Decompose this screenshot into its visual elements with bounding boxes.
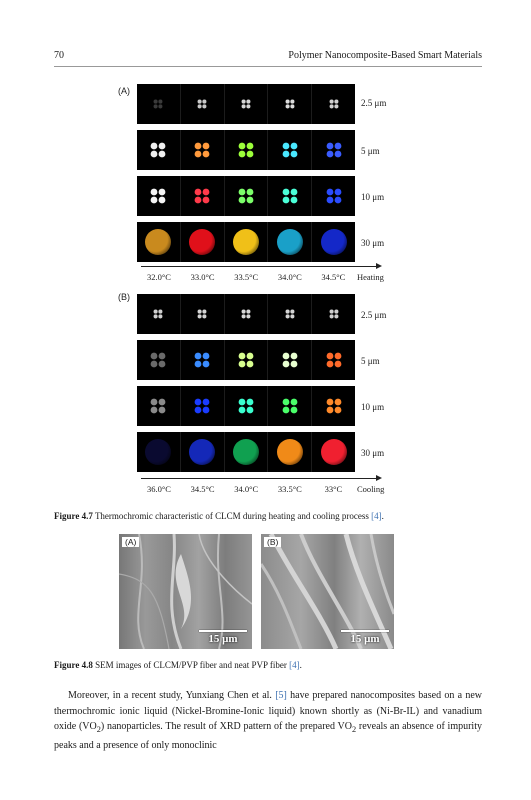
figure-4-8-label: Figure 4.8 xyxy=(54,660,93,670)
droplet-shape xyxy=(189,439,215,465)
micrograph-cell xyxy=(181,340,225,380)
clover-pattern-icon xyxy=(193,141,211,159)
clover-pattern-icon xyxy=(193,351,211,369)
micrograph-cell xyxy=(225,386,269,426)
scale-label: 5 μm xyxy=(361,356,380,366)
micrograph-cell xyxy=(225,84,269,124)
micrograph-cell xyxy=(268,386,312,426)
subscript-2b: 2 xyxy=(351,725,357,734)
body-text-2: have prepared nanocomposites based on a new thermochromic ionic liquid (Nickel-Bromine-Ionic liquid) known shortly as (Ni-Br-IL) and vanadium oxide (VO xyxy=(54,690,483,732)
micrograph-cell xyxy=(225,222,269,262)
scale-label: 2.5 μm xyxy=(361,98,387,108)
micrograph-cell xyxy=(312,84,355,124)
droplet-shape xyxy=(277,229,303,255)
micrograph-cell xyxy=(181,176,225,216)
temperature-label: 32.0°C xyxy=(147,272,171,282)
micrograph-row xyxy=(137,130,355,170)
sem-image-clcm-pvp xyxy=(119,534,252,649)
body-citation[interactable]: [5] xyxy=(275,690,287,701)
micrograph-cell xyxy=(181,294,225,334)
micrograph-cell xyxy=(312,130,355,170)
micrograph-cell xyxy=(137,386,181,426)
sem-a-scale-bar xyxy=(199,630,247,645)
micrograph-cell xyxy=(181,222,225,262)
figure-4-7-citation[interactable]: [4] xyxy=(371,511,382,521)
temperature-label: 34.0°C xyxy=(277,272,302,282)
scale-label: 10 μm xyxy=(361,402,385,412)
micrograph-cell xyxy=(137,176,181,216)
droplet-shape xyxy=(189,229,215,255)
micrograph-row xyxy=(137,386,355,426)
micrograph-row xyxy=(137,340,355,380)
clover-pattern-icon xyxy=(149,397,167,415)
clover-pattern-icon xyxy=(325,187,343,205)
sem-a-label: (A) xyxy=(122,537,139,547)
clover-pattern-icon xyxy=(193,397,211,415)
droplet-shape xyxy=(145,439,171,465)
panel-b-label: (B) xyxy=(118,292,130,302)
figure-4-7-label: Figure 4.7 xyxy=(54,511,93,521)
micrograph-cell xyxy=(181,130,225,170)
sem-a-scale-text: 15 μm xyxy=(208,633,238,645)
figure-4-7-caption xyxy=(54,510,384,522)
cooling-axis xyxy=(141,478,377,479)
scale-label: 30 μm xyxy=(361,448,385,458)
droplet-shape xyxy=(233,439,259,465)
subscript-2: 2 xyxy=(96,725,101,734)
micrograph-cell xyxy=(312,294,355,334)
micrograph-cell xyxy=(137,222,181,262)
micrograph-cell xyxy=(268,130,312,170)
figure-4-8-caption xyxy=(54,659,302,671)
droplet-shape xyxy=(233,229,259,255)
micrograph-cell xyxy=(225,294,269,334)
page-number: 70 xyxy=(54,50,64,61)
sem-image-neat-pvp xyxy=(261,534,394,649)
clover-pattern-icon xyxy=(325,397,343,415)
scale-label: 30 μm xyxy=(361,238,385,248)
body-paragraph xyxy=(54,688,482,753)
heating-label: Heating xyxy=(357,272,384,282)
clover-pattern-icon xyxy=(281,187,299,205)
micrograph-cell xyxy=(312,386,355,426)
caption-period: . xyxy=(299,660,302,670)
micrograph-cell xyxy=(312,222,355,262)
body-text-3: ) nanoparticles. The result of XRD pattern of the prepared VO xyxy=(100,721,352,732)
micrograph-cell xyxy=(225,176,269,216)
clover-pattern-icon xyxy=(153,99,164,110)
droplet-shape xyxy=(321,229,347,255)
temperature-label: 34.5°C xyxy=(190,484,215,494)
temperature-label: 33.5°C xyxy=(234,272,259,282)
body-text-4: reveals an absence of impurity peaks and a presence of only monoclinic xyxy=(54,721,482,751)
micrograph-cell xyxy=(181,386,225,426)
clover-pattern-icon xyxy=(284,309,295,320)
sem-b-label: (B) xyxy=(264,537,281,547)
clover-pattern-icon xyxy=(197,309,208,320)
clover-pattern-icon xyxy=(241,309,252,320)
clover-pattern-icon xyxy=(325,351,343,369)
running-title: Polymer Nanocomposite-Based Smart Materials xyxy=(288,50,482,61)
micrograph-row xyxy=(137,176,355,216)
clover-pattern-icon xyxy=(237,187,255,205)
body-text-1: Moreover, in a recent study, Yunxiang Chen et al. xyxy=(68,690,272,701)
micrograph-row xyxy=(137,432,355,472)
scale-label: 10 μm xyxy=(361,192,385,202)
clover-pattern-icon xyxy=(241,99,252,110)
clover-pattern-icon xyxy=(284,99,295,110)
clover-pattern-icon xyxy=(328,309,339,320)
panel-a-label: (A) xyxy=(118,86,130,96)
caption-period: . xyxy=(381,511,384,521)
heating-micrograph-grid xyxy=(137,84,355,262)
micrograph-cell xyxy=(268,84,312,124)
scale-label: 5 μm xyxy=(361,146,380,156)
figure-4-8-citation[interactable]: [4] xyxy=(289,660,300,670)
heating-axis xyxy=(141,266,377,267)
droplet-shape xyxy=(277,439,303,465)
cooling-arrow xyxy=(376,475,382,481)
micrograph-cell xyxy=(268,176,312,216)
clover-pattern-icon xyxy=(197,99,208,110)
clover-pattern-icon xyxy=(149,141,167,159)
micrograph-row xyxy=(137,222,355,262)
clover-pattern-icon xyxy=(237,351,255,369)
clover-pattern-icon xyxy=(237,397,255,415)
droplet-shape xyxy=(321,439,347,465)
micrograph-cell xyxy=(268,340,312,380)
micrograph-cell xyxy=(312,176,355,216)
droplet-shape xyxy=(145,229,171,255)
sem-b-scale-bar xyxy=(341,630,389,645)
clover-pattern-icon xyxy=(281,141,299,159)
micrograph-cell xyxy=(312,432,355,472)
micrograph-cell xyxy=(268,294,312,334)
page-header xyxy=(54,50,482,64)
clover-pattern-icon xyxy=(328,99,339,110)
micrograph-row xyxy=(137,294,355,334)
micrograph-cell xyxy=(137,84,181,124)
header-rule xyxy=(54,66,482,67)
clover-pattern-icon xyxy=(149,187,167,205)
micrograph-row xyxy=(137,84,355,124)
cooling-micrograph-grid xyxy=(137,294,355,472)
micrograph-cell xyxy=(137,130,181,170)
micrograph-cell xyxy=(137,340,181,380)
temperature-label: 34.0°C xyxy=(234,484,259,494)
micrograph-cell xyxy=(137,432,181,472)
micrograph-cell xyxy=(137,294,181,334)
micrograph-cell xyxy=(225,340,269,380)
micrograph-cell xyxy=(181,84,225,124)
figure-4-8-text: SEM images of CLCM/PVP fiber and neat PVP fiber xyxy=(95,660,287,670)
clover-pattern-icon xyxy=(281,351,299,369)
micrograph-cell xyxy=(181,432,225,472)
clover-pattern-icon xyxy=(281,397,299,415)
temperature-label: 34.5°C xyxy=(321,272,346,282)
cooling-label: Cooling xyxy=(357,484,385,494)
clover-pattern-icon xyxy=(237,141,255,159)
clover-pattern-icon xyxy=(193,187,211,205)
micrograph-cell xyxy=(268,432,312,472)
temperature-label: 33.5°C xyxy=(277,484,302,494)
micrograph-cell xyxy=(268,222,312,262)
sem-b-scale-text: 15 μm xyxy=(350,633,380,645)
scale-label: 2.5 μm xyxy=(361,310,387,320)
micrograph-cell xyxy=(312,340,355,380)
clover-pattern-icon xyxy=(149,351,167,369)
temperature-label: 33°C xyxy=(324,484,343,494)
clover-pattern-icon xyxy=(153,309,164,320)
micrograph-cell xyxy=(225,130,269,170)
clover-pattern-icon xyxy=(325,141,343,159)
figure-4-7-text: Thermochromic characteristic of CLCM during heating and cooling process xyxy=(94,511,369,521)
micrograph-cell xyxy=(225,432,269,472)
heating-arrow xyxy=(376,263,382,269)
temperature-label: 33.0°C xyxy=(190,272,215,282)
temperature-label: 36.0°C xyxy=(147,484,171,494)
